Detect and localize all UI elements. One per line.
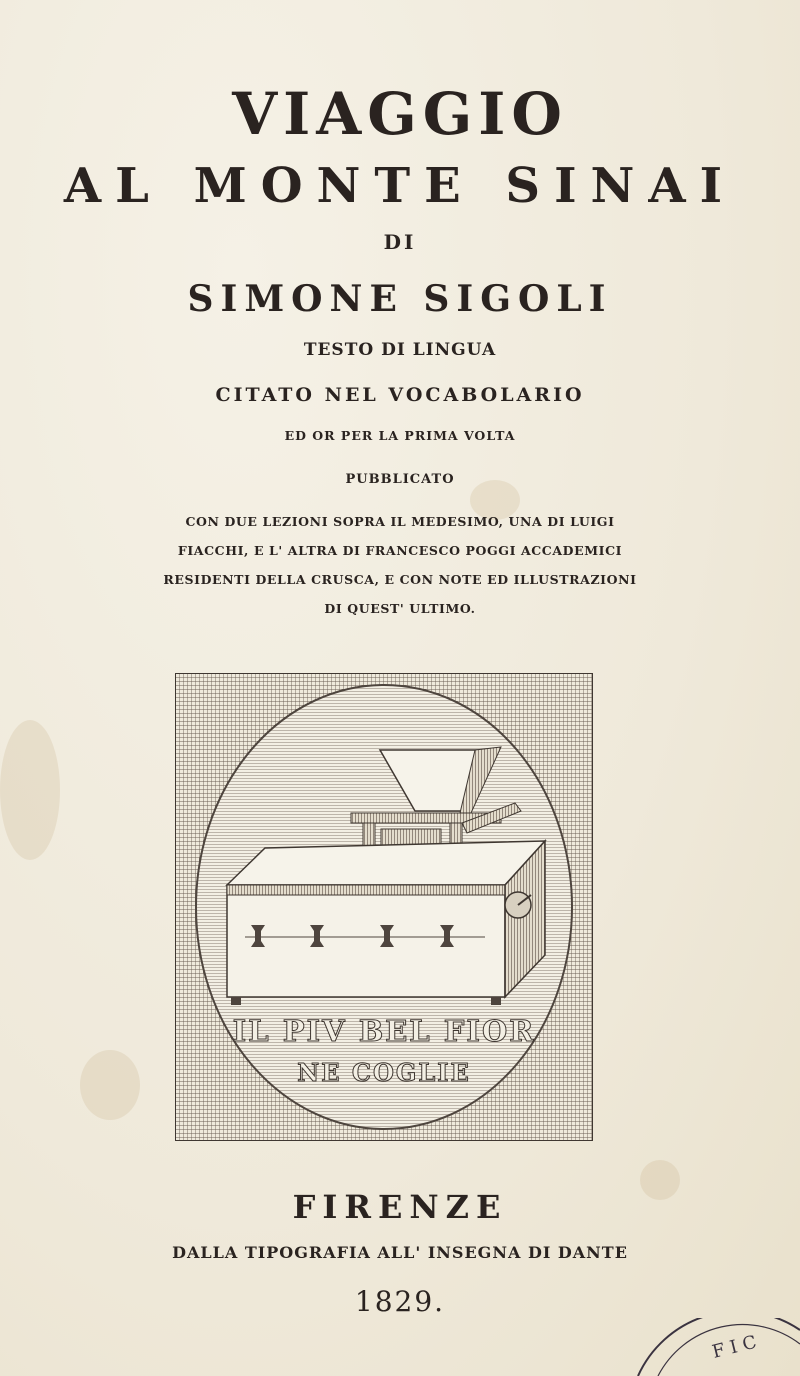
imprint-printer: DALLA TIPOGRAFIA ALL' INSEGNA DI DANTE	[172, 1243, 628, 1262]
imprint-city: FIRENZE	[292, 1188, 508, 1226]
description-line: FIACCHI, E L' ALTRA DI FRANCESCO POGGI ACCADEMICI	[177, 543, 623, 558]
subtitle-line-3: ED OR PER LA PRIMA VOLTA	[284, 428, 516, 443]
foxing-stain	[0, 720, 60, 860]
crusca-emblem-engraving	[175, 673, 593, 1141]
title-by: DI	[383, 230, 417, 254]
library-stamp	[630, 1318, 800, 1376]
description-line: RESIDENTI DELLA CRUSCA, E CON NOTE ED ILLUSTRAZIONI	[163, 572, 637, 587]
subtitle-line-1: TESTO DI LINGUA	[303, 340, 497, 360]
motto-line-1: IL PIV BEL FIOR	[232, 1014, 536, 1048]
chest-front	[227, 885, 505, 997]
motto-line-2: NE COGLIE	[297, 1058, 471, 1087]
description-line: CON DUE LEZIONI SOPRA IL MEDESIMO, UNA DI LUIGI	[185, 514, 615, 529]
foxing-stain	[80, 1050, 140, 1120]
author-name: SIMONE SIGOLI	[187, 278, 613, 320]
subtitle-line-4: PUBBLICATO	[345, 472, 455, 487]
subtitle-line-2: CITATO NEL VOCABOLARIO	[215, 384, 585, 406]
imprint-year: 1829.	[354, 1285, 446, 1318]
title-line-1: VIAGGIO	[232, 80, 568, 148]
chest-top	[227, 841, 545, 885]
title-line-2: AL MONTE SINAI	[63, 158, 737, 214]
svg-text:F I C: F I C	[710, 1331, 759, 1363]
description-line: DI QUEST' ULTIMO.	[324, 601, 476, 616]
